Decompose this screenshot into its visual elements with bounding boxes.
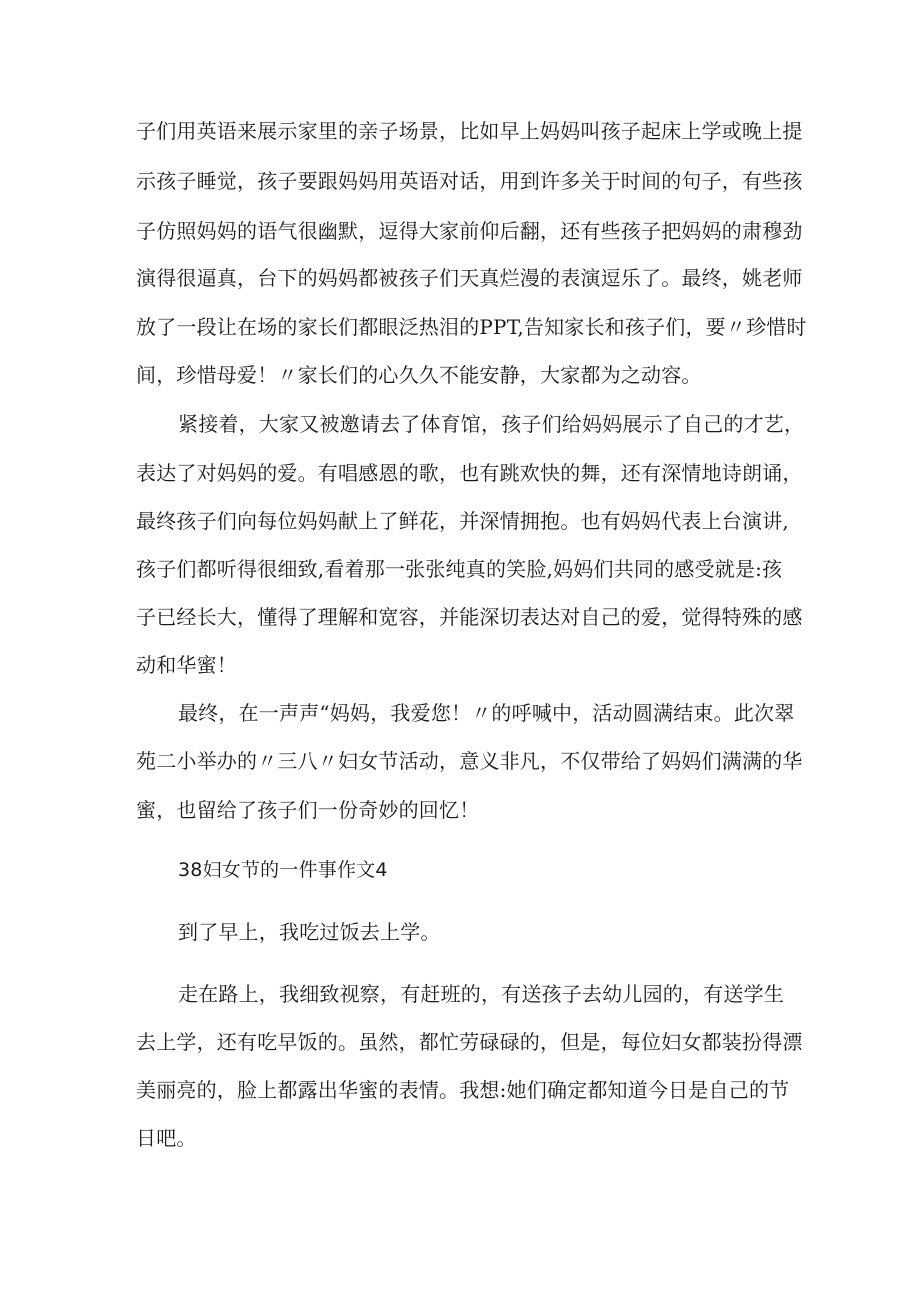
text-line: 表达了对妈妈的爱。有唱感恩的歌，也有跳欢快的舞，还有深情地诗朗诵， bbox=[136, 461, 803, 485]
text-line: 蜜，也留给了孩子们一份奇妙的回忆！ bbox=[136, 798, 480, 822]
text-line: 紧接着，大家又被邀请去了体育馆，孩子们给妈妈展示了自己的才艺， bbox=[178, 412, 805, 436]
text-line: 动和华蜜！ bbox=[136, 653, 237, 677]
text-line: 放了一段让在场的家长们都眼泛热泪的PPT,告知家长和孩子们，要〃珍惜时 bbox=[136, 315, 807, 339]
text-line: 示孩子睡觉，孩子要跟妈妈用英语对话，用到许多关于时间的句子，有些孩 bbox=[136, 169, 803, 193]
text-line: 间，珍惜母爱！〃家长们的心久久不能安静，大家都为之动容。 bbox=[136, 363, 702, 387]
text-line: 子们用英语来展示家里的亲子场景，比如早上妈妈叫孩子起床上学或晚上提 bbox=[136, 119, 803, 143]
text-line: 最终，在一声声“妈妈，我爱您！〃的呼喊中，活动圆满结束。此次翠 bbox=[178, 701, 795, 725]
text-line: 子已经长大，懂得了理解和宽容，并能深切表达对自己的爱，觉得特殊的感 bbox=[136, 605, 803, 629]
text-line: 日吧。 bbox=[136, 1126, 197, 1150]
text-line: 孩子们都听得很细致,看着那一张张纯真的笑脸,妈妈们共同的感受就是:孩 bbox=[136, 557, 783, 581]
section-heading: 38妇女节的一件事作文4 bbox=[178, 859, 388, 881]
text-line: 去上学，还有吃早饭的。虽然，都忙劳碌碌的，但是，每位妇女都装扮得漂 bbox=[136, 1030, 803, 1054]
text-line: 美丽亮的，脸上都露出华蜜的表情。我想:她们确定都知道今日是自己的节 bbox=[136, 1078, 790, 1102]
text-line: 到了早上，我吃过饭去上学。 bbox=[178, 920, 441, 944]
text-line: 最终孩子们向每位妈妈献上了鲜花，并深情拥抱。也有妈妈代表上台演讲, bbox=[136, 509, 789, 533]
text-line: 演得很逼真，台下的妈妈都被孩子们天真烂漫的表演逗乐了。最终，姚老师 bbox=[136, 266, 803, 290]
text-line: 苑二小举办的〃三八〃妇女节活动，意义非凡，不仅带给了妈妈们满满的华 bbox=[136, 749, 803, 773]
text-line: 走在路上，我细致视察，有赶班的，有送孩子去幼儿园的，有送学生 bbox=[178, 982, 784, 1006]
text-line: 子仿照妈妈的语气很幽默，逗得大家前仰后翻，还有些孩子把妈妈的肃穆劲 bbox=[136, 219, 803, 243]
